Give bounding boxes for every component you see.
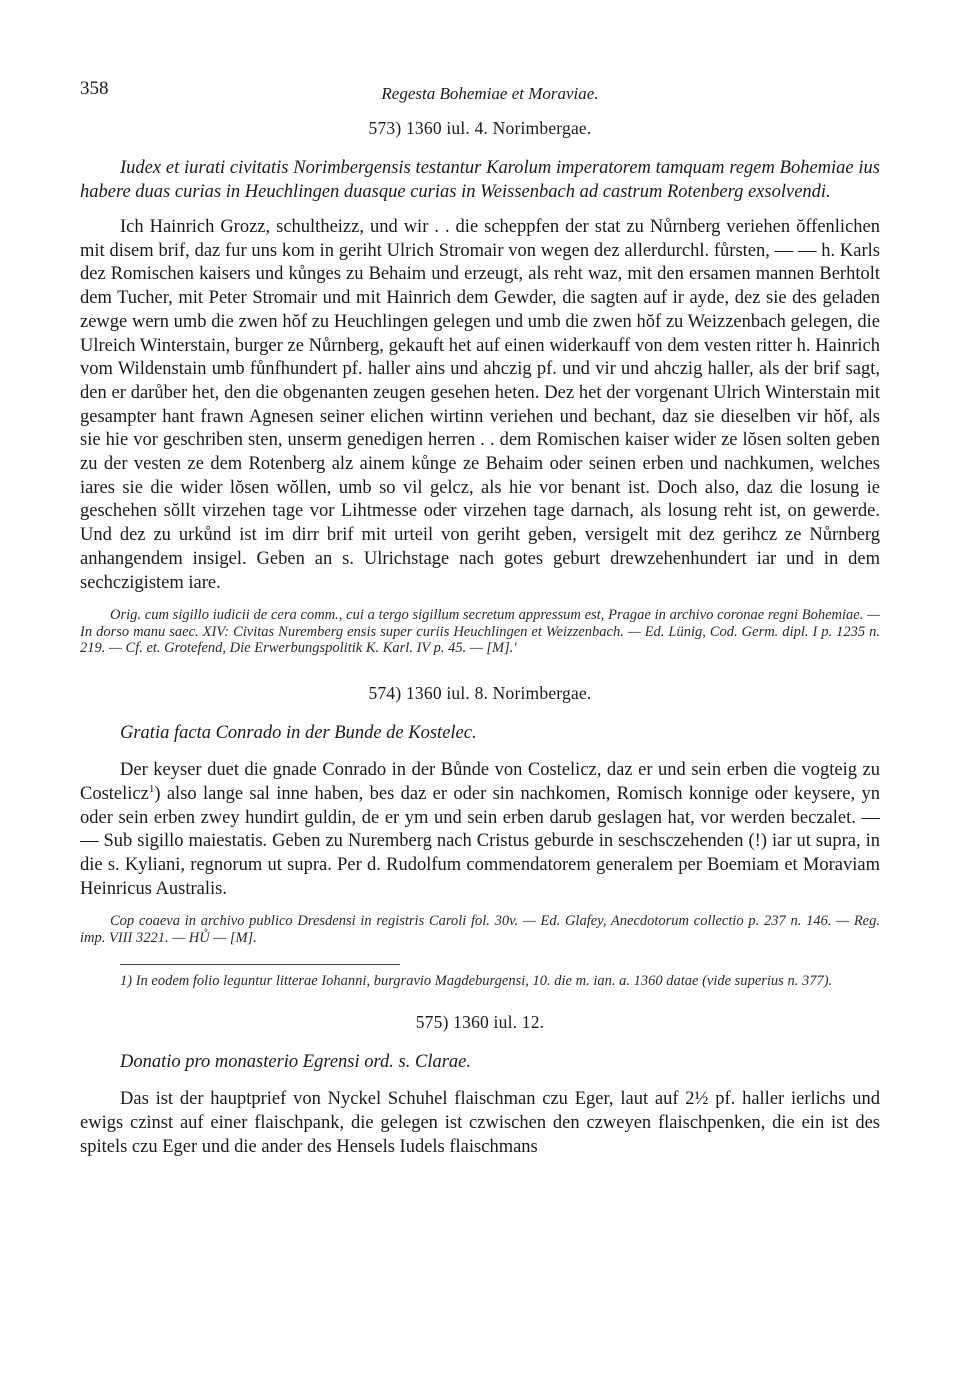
page-header xyxy=(80,78,880,108)
entry-text: Das ist der hauptprief von Nyckel Schuhel flaischman czu Eger, laut auf 2½ pf. haller ierlichs und ewigs czinst auf einer flaischpank, die gelegen ist czwischen den czweyen flaischpenken, die ein ist des spitels czu Eger und die ander des Hensels Iudels flaischmans xyxy=(80,1089,880,1157)
entry-heading: 575) 1360 iul. 12. xyxy=(415,1011,545,1032)
footnote-divider xyxy=(120,964,400,965)
running-title: Regesta Bohemiae et Moraviae. xyxy=(381,84,599,103)
footnote: 1) In eodem folio leguntur litterae Iohanni, burgravio Magdeburgensi, 10. die m. ian. a. 1360 datae (vide superius n. 377). xyxy=(120,973,833,990)
regest-entry-574 xyxy=(80,683,880,990)
entry-heading: 574) 1360 iul. 8. Norimbergae. xyxy=(368,682,592,703)
entry-text-part: Der keyser duet die gnade Conrado in der Bůnde von Costelicz, daz er und sein erben die vogteig zu Costelicz xyxy=(80,760,880,804)
entry-summary: Iudex et iurati civitatis Norimbergensis testantur Karolum imperatorem tamquam regem Bohemiae ius habere duas curias in Heuchlingen duasque curias in Weissenbach ad castrum Rotenberg exsolvendi. xyxy=(80,158,880,202)
regest-entry-573 xyxy=(80,118,880,657)
entry-text: Ich Hainrich Grozz, schultheizz, und wir . . die scheppfen der stat zu Nůrnberg veriehen ŏffenlichen mit disem brif, daz fur uns kom in geriht Ulrich Stromair von wegen dez allerdurchl. fůrsten, — — h. Karls dez Romischen kaisers und kůnges zu Behaim und erzeugt, als reht waz, mit den ersamen mannen Berhtolt dem Tucher, mit Peter Stromair und mit Hainrich dem Gewder, die sagten auf ir ayde, dez sie des geladen zewge wern umb die zwen hŏf zu Heuchlingen gelegen und umb die zwen hŏf zu Weizzenbach gelegen, die Ulreich Winterstain, burger ze Nůrnberg, gekauft het auf einen widerkauff von dem vesten ritter h. Hainrich vom Wildenstain umb fůnfhundert pf. haller ains und ahczig pf. und vir und ahczig haller, als der brif sagt, den er darůber het, den die obgenanten zeugen gesehen heten. Dez het der vorgenant Ulrich Winterstain mit gesampter hant frawn Agnesen seiner elichen wirtinn veriehen und bechant, daz sie dieselben vir hŏf, als sie hie vor geschriben sten, unserm genedigen herren . . dem Romischen kaiser wider ze lŏsen solten geben zu der vesten ze dem Rotenberg alz ainem kůnge ze Behaim oder seinen erben und nachkumen, welches iares sie die wider lŏsen wŏllen, umb so vil gelcz, als hie vor benant ist. Doch also, daz die losung ie geschehen sŏllt virzehen tage vor Lihtmesse oder virzehen tage darnach, als losung reht ist, on gewerde. Und dez zu urkůnd ist im dirr brif mit urteil von geriht geben, versigelt mit dez gerihcz ze Nůrnberg anhangendem insigel. Geben an s. Ulrichstage nach gotes geburt drewzehenhundert iar und in dem sechczigistem iare. xyxy=(80,217,880,593)
regest-entry-575 xyxy=(80,1012,880,1160)
entry-summary: Donatio pro monasterio Egrensi ord. s. Clarae. xyxy=(120,1051,471,1072)
document-page xyxy=(80,78,880,1172)
source-note: Orig. cum sigillo iudicii de cera comm., cui a tergo sigillum secretum appressum est, Pragae in archivo coronae regni Bohemiae. — In dorso manu saec. XIV: Civitas Nuremberg ensis super curiis Heuchlingen et Weizzenbach. — Ed. Lünig, Cod. Germ. dipl. I p. 1235 n. 219. — Cf. et. Grotefend, Die Erwerbungspolitik K. Karl. IV p. 45. — [M].' xyxy=(80,607,880,657)
page-number: 358 xyxy=(80,78,109,99)
entry-text xyxy=(80,759,880,901)
footnote-marker: 1 xyxy=(148,782,155,795)
entry-summary: Gratia facta Conrado in der Bunde de Kostelec. xyxy=(120,722,477,743)
entry-text-part: ) also lange sal inne haben, bes daz er oder sin nachkomen, Romisch konnige oder keysere, yn oder sein erben zwey hundirt guldin, de er ym und sein erben darub geslagen hat, vor werden beczalet. — — Sub sigillo maiestatis. Geben zu Nuremberg nach Cristus geburde in seschsczehenden (!) iar ut supra, in die s. Kyliani, regnorum ut supra. Per d. Rudolfum commendatorem generalem per Boemiam et Moraviam Heinricus Australis. xyxy=(80,783,880,899)
source-note: Cop coaeva in archivo publico Dresdensi in registris Caroli fol. 30v. — Ed. Glafey, Anecdotorum collectio p. 237 n. 146. — Reg. imp. VIII 3221. — HŮ — [M]. xyxy=(80,913,880,946)
entry-heading: 573) 1360 iul. 4. Norimbergae. xyxy=(368,118,592,138)
